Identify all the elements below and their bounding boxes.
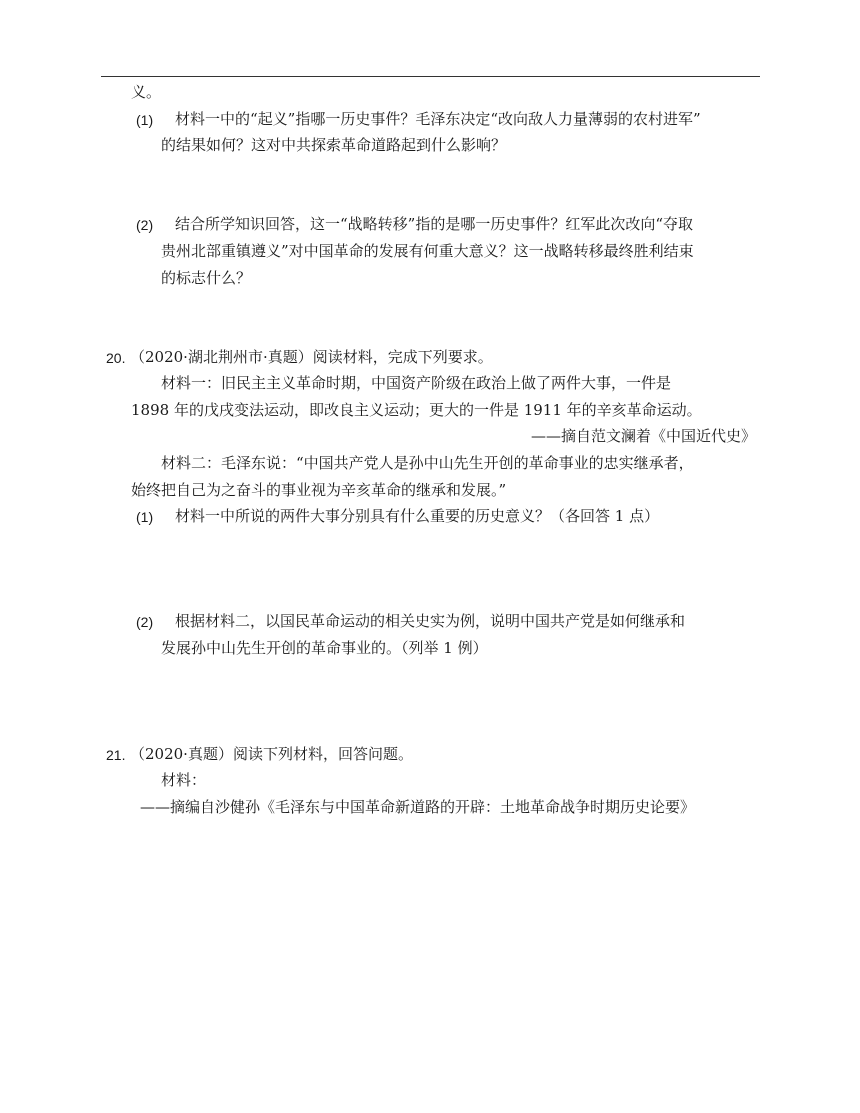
- q20-number: 20.: [106, 350, 126, 366]
- q20-sub2-line-2: 发展孙中山先生开创的革命事业的。（列举 1 例）: [161, 639, 488, 657]
- q20-material2-line-1: 材料二：毛泽东说：“中国共产党人是孙中山先生开创的革命事业的忠实继承者，: [161, 454, 694, 472]
- header-tail-text: 义。: [131, 83, 162, 101]
- q21-number: 21.: [106, 747, 126, 763]
- q20-material2-line-2: 始终把自己为之奋斗的事业视为辛亥革命的继承和发展。”: [131, 481, 507, 499]
- q19-sub1-line-1: 材料一中的“起义”指哪一历史事件？毛泽东决定“改向敌人力量薄弱的农村进军”: [175, 110, 701, 128]
- q20-material1-line-1: 材料一：旧民主主义革命时期，中国资产阶级在政治上做了两件大事，一件是: [161, 374, 672, 392]
- q21-material-label: 材料：: [161, 771, 207, 789]
- q20-title: （2020·湖北荆州市·真题）阅读材料，完成下列要求。: [130, 348, 493, 366]
- q19-sub2-line-3: 的标志什么？: [161, 269, 252, 287]
- q19-sub1-line-2: 的结果如何？这对中共探索革命道路起到什么影响？: [161, 136, 507, 154]
- q20-sub1-line-1: 材料一中所说的两件大事分别具有什么重要的历史意义？（各回答 1 点）: [175, 507, 660, 525]
- q19-sub1-number: (1): [136, 112, 154, 128]
- q19-sub2-line-1: 结合所学知识回答，这一“战略转移”指的是哪一历史事件？红军此次改向“夺取: [175, 215, 694, 233]
- q20-sub1-number: (1): [136, 509, 154, 525]
- header-rule: [101, 76, 760, 77]
- q21-source: ——摘编自沙健孙《毛泽东与中国革命新道路的开辟：土地革命战争时期历史论要》: [140, 798, 696, 816]
- q20-sub2-line-1: 根据材料二，以国民革命运动的相关史实为例，说明中国共产党是如何继承和: [175, 612, 686, 630]
- q20-sub2-number: (2): [136, 614, 154, 630]
- q20-material1-line-2: 1898 年的戊戌变法运动，即改良主义运动；更大的一件是 1911 年的辛亥革命运动。: [131, 401, 702, 419]
- q19-sub2-line-2: 贵州北部重镇遵义”对中国革命的发展有何重大意义？这一战略转移最终胜利结束: [161, 242, 694, 260]
- q19-sub2-number: (2): [136, 217, 154, 233]
- q21-title: （2020·真题）阅读下列材料，回答问题。: [130, 745, 413, 763]
- q20-source1: ——摘自范文澜着《中国近代史》: [530, 427, 756, 445]
